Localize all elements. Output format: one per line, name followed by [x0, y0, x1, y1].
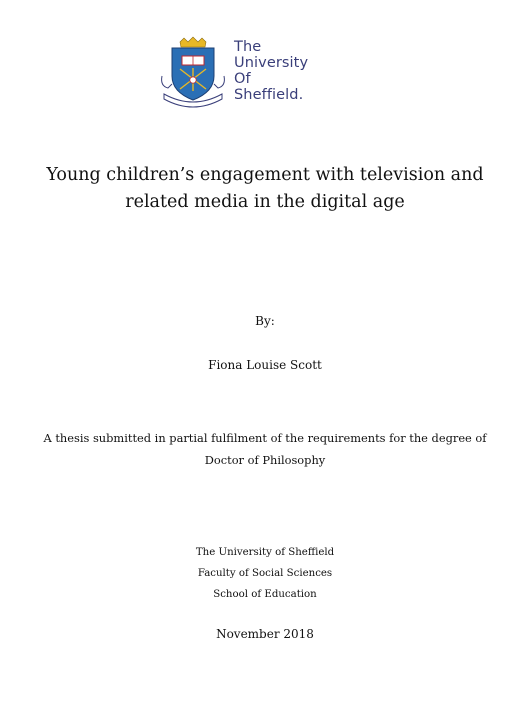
- by-label: By:: [255, 314, 275, 328]
- degree-statement: [0, 427, 530, 471]
- university-crest-icon: [158, 36, 228, 110]
- wordmark-line-1: The: [234, 39, 262, 55]
- faculty-name: Faculty of Social Sciences: [197, 568, 333, 579]
- thesis-title-line-1: Young children’s engagement with television and: [46, 165, 484, 185]
- submission-date: November 2018: [216, 627, 314, 641]
- thesis-title: [0, 162, 530, 216]
- wordmark-line-3: Of: [234, 71, 251, 87]
- school-name: School of Education: [213, 589, 317, 600]
- university-wordmark: [234, 39, 308, 103]
- thesis-title-line-2: related media in the digital age: [125, 192, 405, 212]
- degree-name: Doctor of Philosophy: [204, 453, 326, 467]
- wordmark-line-2: University: [234, 55, 309, 71]
- university-name: The University of Sheffield: [195, 547, 335, 558]
- university-logo: [158, 36, 328, 110]
- wordmark-line-4: Sheffield.: [234, 87, 304, 103]
- degree-statement-line-1: A thesis submitted in partial fulfilment of the requirements for the degree of: [43, 431, 487, 445]
- institution-block: [0, 542, 530, 605]
- author-name: Fiona Louise Scott: [208, 358, 322, 372]
